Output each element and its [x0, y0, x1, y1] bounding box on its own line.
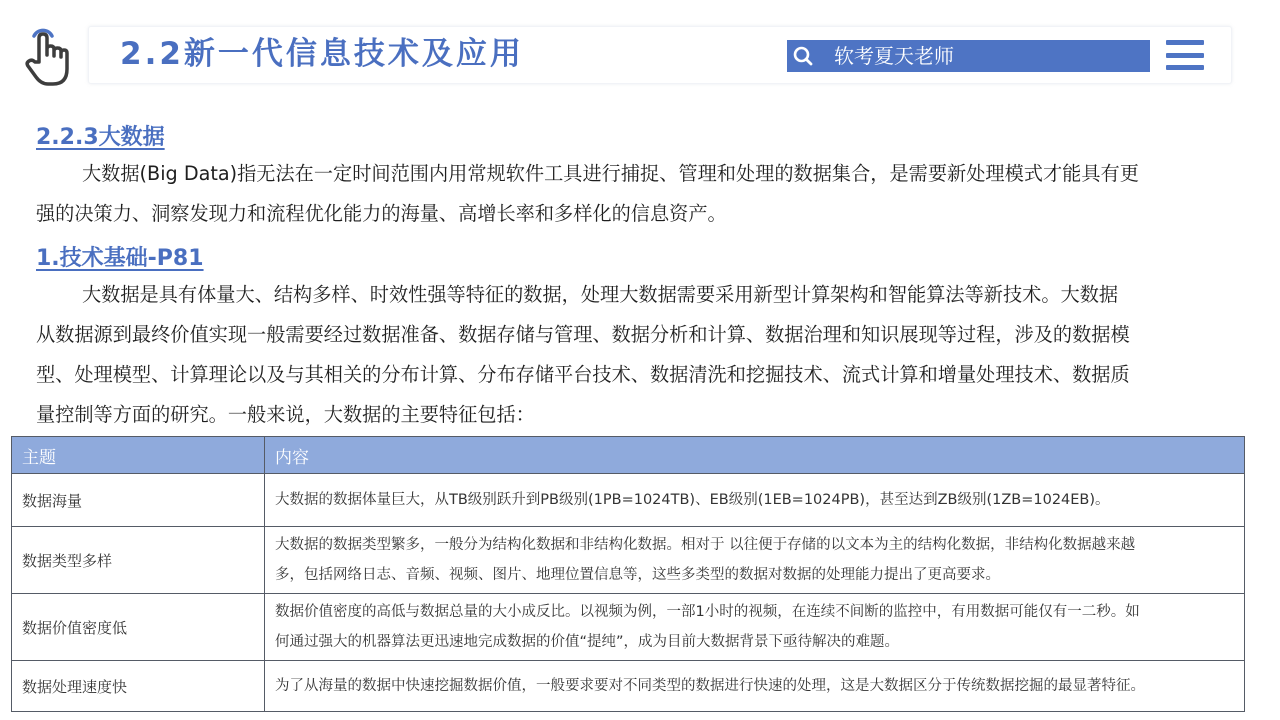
intro-line: 强的决策力、洞察发现力和流程优化能力的海量、高增长率和多样化的信息资产。	[36, 202, 727, 225]
column-header-topic: 主题	[12, 437, 265, 474]
paragraph-line: 大数据是具有体量大、结构多样、时效性强等特征的数据，处理大数据需要采用新型计算架构和智能算法等新技术。大数据	[82, 283, 1119, 306]
content-cell	[265, 661, 1245, 712]
menu-bar	[1166, 65, 1204, 70]
column-header-content: 内容	[265, 437, 1245, 474]
intro-line: 大数据(Big Data)指无法在一定时间范围内用常规软件工具进行捕捉、管理和处理的数据集合，是需要新处理模式才能具有更	[82, 162, 1139, 185]
topic-cell: 数据处理速度快	[12, 661, 265, 712]
table-row	[12, 527, 1245, 594]
hamburger-menu-icon[interactable]	[1166, 40, 1204, 70]
paragraph-line: 量控制等方面的研究。一般来说，大数据的主要特征包括：	[36, 403, 535, 426]
menu-bar	[1166, 40, 1204, 45]
search-bar[interactable]	[787, 40, 1150, 72]
content-cell	[265, 527, 1245, 594]
content-line: 大数据的数据类型繁多，一般分为结构化数据和非结构化数据。相对于 以往便于存储的以文本为主的结构化数据，非结构化数据越来越	[275, 537, 1136, 553]
page-title: 2.2新一代信息技术及应用	[120, 36, 524, 72]
paragraph-line: 型、处理模型、计算理论以及与其相关的分布计算、分布存储平台技术、数据清洗和挖掘技术、流式计算和增量处理技术、数据质	[36, 363, 1130, 386]
content-line: 何通过强大的机器算法更迅速地完成数据的价值“提纯”，成为目前大数据背景下亟待解决的难题。	[275, 634, 900, 650]
menu-bar	[1166, 53, 1204, 58]
subsection-heading: 1.技术基础-P81	[36, 246, 204, 271]
hand-pointer-icon	[22, 22, 74, 88]
section-heading: 2.2.3大数据	[36, 125, 165, 150]
table-row	[12, 474, 1245, 527]
table-row	[12, 594, 1245, 661]
paragraph-line: 从数据源到最终价值实现一般需要经过数据准备、数据存储与管理、数据分析和计算、数据治理和知识展现等过程，涉及的数据模	[36, 323, 1130, 346]
big-data-features-table	[11, 436, 1245, 712]
content-line: 大数据的数据体量巨大，从TB级别跃升到PB级别(1PB=1024TB)、EB级别(1EB=1024PB)，甚至达到ZB级别(1ZB=1024EB)。	[275, 492, 1110, 508]
search-icon[interactable]	[792, 45, 814, 67]
search-text: 软考夏天老师	[834, 44, 954, 68]
content-line: 为了从海量的数据中快速挖掘数据价值，一般要求要对不同类型的数据进行快速的处理，这是大数据区分于传统数据挖掘的最显著特征。	[275, 678, 1145, 694]
content-cell	[265, 474, 1245, 527]
tech-basis-paragraph	[36, 275, 1256, 435]
topic-cell: 数据类型多样	[12, 527, 265, 594]
topic-cell: 数据价值密度低	[12, 594, 265, 661]
table-row	[12, 661, 1245, 712]
content-cell	[265, 594, 1245, 661]
table-header-row	[12, 437, 1245, 474]
content-line: 数据价值密度的高低与数据总量的大小成反比。以视频为例，一部1小时的视频，在连续不间断的监控中，有用数据可能仅有一二秒。如	[275, 604, 1140, 620]
topic-cell: 数据海量	[12, 474, 265, 527]
content-line: 多，包括网络日志、音频、视频、图片、地理位置信息等，这些多类型的数据对数据的处理能力提出了更高要求。	[275, 567, 1000, 583]
intro-paragraph	[36, 154, 1256, 234]
